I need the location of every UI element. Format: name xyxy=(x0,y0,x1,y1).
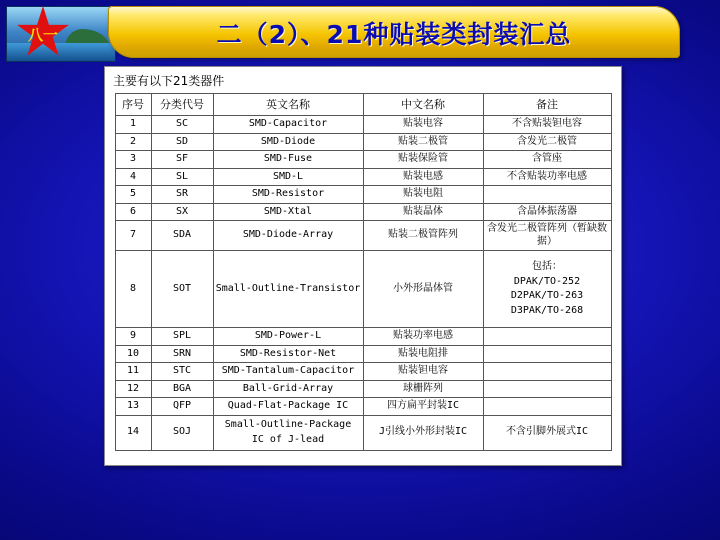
cell-note xyxy=(483,186,611,204)
cell-index: 5 xyxy=(115,186,151,204)
cell-english: SMD-Resistor xyxy=(213,186,363,204)
cell-chinese: 贴装保险管 xyxy=(363,151,483,169)
cell-english: SMD-Resistor-Net xyxy=(213,345,363,363)
table-row xyxy=(115,251,611,328)
cell-english: Small-Outline-Package IC of J-lead xyxy=(213,415,363,450)
cell-code: SF xyxy=(151,151,213,169)
cell-index: 14 xyxy=(115,415,151,450)
cell-note: 不含贴装钽电容 xyxy=(483,116,611,134)
cell-chinese: 四方扁平封装IC xyxy=(363,398,483,416)
cell-note: 不含贴装功率电感 xyxy=(483,168,611,186)
cell-note xyxy=(483,345,611,363)
table-row xyxy=(115,398,611,416)
page-title: 二（2）、21种贴装类封装汇总 xyxy=(216,20,572,49)
cell-english: SMD-Diode-Array xyxy=(213,221,363,251)
cell-english: SMD-Capacitor xyxy=(213,116,363,134)
column-header-note: 备注 xyxy=(483,94,611,116)
column-header-code: 分类代号 xyxy=(151,94,213,116)
cell-chinese: 贴装晶体 xyxy=(363,203,483,221)
cell-note xyxy=(483,328,611,346)
cell-chinese: 贴装电容 xyxy=(363,116,483,134)
cell-chinese: 小外形晶体管 xyxy=(363,251,483,328)
content-card xyxy=(104,66,622,466)
emblem-star xyxy=(16,6,70,60)
table-row xyxy=(115,133,611,151)
table-row xyxy=(115,328,611,346)
table-row xyxy=(115,345,611,363)
army-emblem xyxy=(6,2,114,64)
cell-code: SC xyxy=(151,116,213,134)
cell-index: 11 xyxy=(115,363,151,381)
cell-code: QFP xyxy=(151,398,213,416)
cell-code: SL xyxy=(151,168,213,186)
column-header-cn: 中文名称 xyxy=(363,94,483,116)
table-row xyxy=(115,168,611,186)
emblem-star-label: 八一 xyxy=(27,26,58,44)
cell-chinese: 贴装功率电感 xyxy=(363,328,483,346)
cell-chinese: 贴装二极管阵列 xyxy=(363,221,483,251)
cell-chinese: 贴装电阻排 xyxy=(363,345,483,363)
cell-index: 7 xyxy=(115,221,151,251)
cell-note: 包括： DPAK/TO-252 D2PAK/TO-263 D3PAK/TO-268 xyxy=(483,251,611,328)
cell-code: STC xyxy=(151,363,213,381)
table-row xyxy=(115,221,611,251)
table-row xyxy=(115,380,611,398)
cell-note xyxy=(483,398,611,416)
cell-index: 3 xyxy=(115,151,151,169)
cell-english: Ball-Grid-Array xyxy=(213,380,363,398)
cell-note: 含发光二极管 xyxy=(483,133,611,151)
cell-english: SMD-Power-L xyxy=(213,328,363,346)
table-header-row xyxy=(115,94,611,116)
cell-code: SPL xyxy=(151,328,213,346)
cell-chinese: 贴装钽电容 xyxy=(363,363,483,381)
cell-english: Quad-Flat-Package IC xyxy=(213,398,363,416)
cell-index: 2 xyxy=(115,133,151,151)
cell-code: SD xyxy=(151,133,213,151)
cell-index: 1 xyxy=(115,116,151,134)
cell-chinese: 贴装电感 xyxy=(363,168,483,186)
column-header-no: 序号 xyxy=(115,94,151,116)
cell-english: SMD-Tantalum-Capacitor xyxy=(213,363,363,381)
cell-note: 不含引脚外展式IC xyxy=(483,415,611,450)
card-heading: 主要有以下21类器件 xyxy=(113,74,225,88)
cell-index: 8 xyxy=(115,251,151,328)
table-row xyxy=(115,116,611,134)
cell-index: 6 xyxy=(115,203,151,221)
cell-index: 9 xyxy=(115,328,151,346)
table-row xyxy=(115,203,611,221)
cell-note xyxy=(483,363,611,381)
cell-english: SMD-L xyxy=(213,168,363,186)
cell-code: SDA xyxy=(151,221,213,251)
cell-english: SMD-Xtal xyxy=(213,203,363,221)
table-row xyxy=(115,151,611,169)
cell-code: SRN xyxy=(151,345,213,363)
cell-code: BGA xyxy=(151,380,213,398)
table-row xyxy=(115,363,611,381)
cell-index: 13 xyxy=(115,398,151,416)
cell-code: SR xyxy=(151,186,213,204)
cell-chinese: 贴装电阻 xyxy=(363,186,483,204)
cell-note: 含管座 xyxy=(483,151,611,169)
cell-note xyxy=(483,380,611,398)
cell-chinese: 球栅阵列 xyxy=(363,380,483,398)
cell-index: 12 xyxy=(115,380,151,398)
table-row xyxy=(115,186,611,204)
cell-code: SOT xyxy=(151,251,213,328)
cell-code: SX xyxy=(151,203,213,221)
cell-chinese: 贴装二极管 xyxy=(363,133,483,151)
cell-english: SMD-Fuse xyxy=(213,151,363,169)
cell-english: SMD-Diode xyxy=(213,133,363,151)
column-header-en: 英文名称 xyxy=(213,94,363,116)
cell-index: 4 xyxy=(115,168,151,186)
cell-code: SOJ xyxy=(151,415,213,450)
package-types-table xyxy=(115,93,612,451)
slide-title-banner xyxy=(108,6,680,58)
cell-index: 10 xyxy=(115,345,151,363)
cell-chinese: J引线小外形封装IC xyxy=(363,415,483,450)
cell-note: 含发光二极管阵列（暂缺数据） xyxy=(483,221,611,251)
table-body xyxy=(115,116,611,451)
cell-note: 含晶体振荡器 xyxy=(483,203,611,221)
table-row xyxy=(115,415,611,450)
cell-english: Small-Outline-Transistor xyxy=(213,251,363,328)
